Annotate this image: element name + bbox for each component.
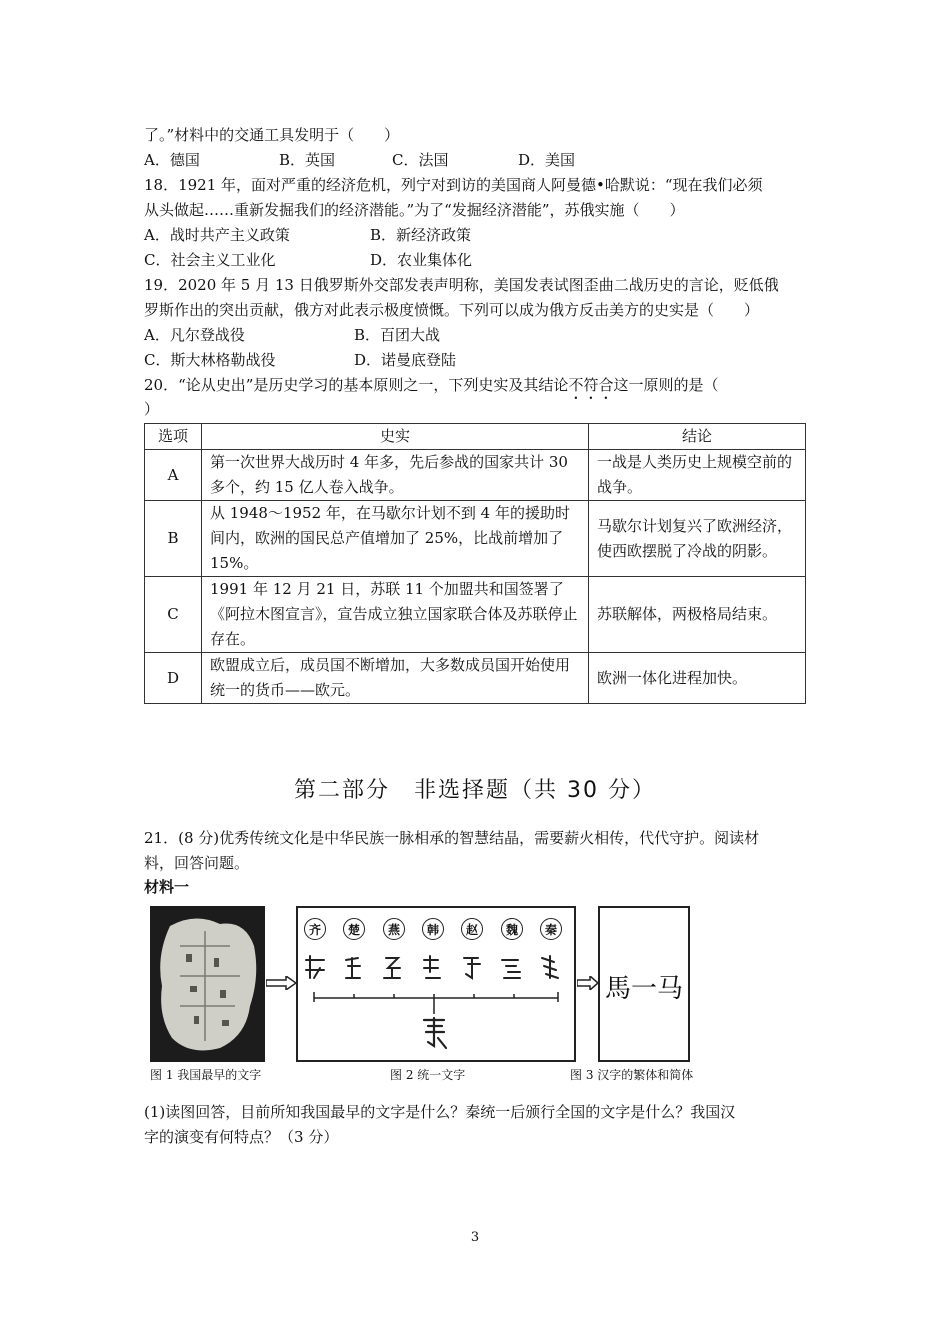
q18-option-c: C．社会主义工业化	[144, 251, 276, 269]
row-option: A	[145, 450, 202, 501]
state-qi: 齐	[304, 918, 326, 940]
row-option: B	[145, 501, 202, 577]
q18-option-a: A．战时共产主义政策	[144, 226, 290, 244]
section-title: 第二部分 非选择题（共 30 分）	[294, 778, 656, 803]
row-fact: 第一次世界大战历时 4 年多，先后参战的国家共计 30 多个，约 15 亿人卷入战争。	[202, 450, 589, 501]
state-han: 韩	[422, 918, 444, 940]
row-conclusion: 马歇尔计划复兴了欧洲经济，使西欧摆脱了冷战的阴影。	[589, 501, 806, 577]
q19-option-a: A．凡尔登战役	[144, 326, 245, 344]
q19-option-b: B．百团大战	[354, 326, 441, 344]
table-row	[145, 577, 806, 653]
q17-option-b: B．英国	[279, 151, 336, 169]
row-fact: 从 1948～1952 年，在马歇尔计划不到 4 年的援助时间内，欧洲的国民总产值增加了 25%，比战前增加了 15%。	[202, 501, 589, 577]
q19-option-c: C．斯大林格勒战役	[144, 351, 276, 369]
table-header-row	[145, 424, 806, 450]
state-yan: 燕	[383, 918, 405, 940]
q17-option-a: A．德国	[144, 151, 200, 169]
state-chu: 楚	[343, 918, 365, 940]
page-number: 3	[470, 1230, 480, 1245]
row-option: C	[145, 577, 202, 653]
q18-line2: 从头做起……重新发掘我们的经济潜能。”为了“发掘经济潜能”，苏俄实施（ ）	[144, 201, 685, 219]
row-fact: 欧盟成立后，成员国不断增加，大多数成员国开始使用统一的货币——欧元。	[202, 653, 589, 704]
q20-line1-pre: 20．“论从史出”是历史学习的基本原则之一，下列史实及其结论	[144, 376, 569, 394]
state-wei: 魏	[501, 918, 523, 940]
q20-table	[144, 423, 806, 704]
q21-line1: 21．(8 分)优秀传统文化是中华民族一脉相承的智慧结晶，需要薪火相传，代代守护。阅读材	[144, 829, 760, 847]
figure1-caption: 图 1 我国最早的文字	[150, 1068, 262, 1082]
header-conclusion: 结论	[589, 424, 806, 450]
q19-line1: 19．2020 年 5 月 13 日俄罗斯外交部发表声明称，美国发表试图歪曲二战历史的言论，贬低俄	[144, 276, 779, 294]
row-conclusion: 一战是人类历史上规模空前的战争。	[589, 450, 806, 501]
q20-line2: ）	[144, 400, 160, 418]
table-row	[145, 501, 806, 577]
q20-emphasis: 不符合	[568, 376, 614, 394]
arrow-right-icon	[266, 976, 296, 990]
q17-tail: 了。”材料中的交通工具发明于（ ）	[144, 126, 400, 144]
q21-sub1-line2: 字的演变有何特点？（3 分）	[144, 1128, 339, 1146]
unified-script-figure	[296, 906, 576, 1062]
q20-line1-post: 这一原则的是（	[613, 376, 719, 394]
row-fact: 1991 年 12 月 21 日，苏联 11 个加盟共和国签署了《阿拉木图宣言》，宣告成立独立国家联合体及苏联停止存在。	[202, 577, 589, 653]
q21-sub1-line1: (1)读图回答，目前所知我国最早的文字是什么？秦统一后颁行全国的文字是什么？我国汉	[144, 1103, 736, 1121]
arrow-right-icon	[577, 976, 598, 990]
row-conclusion: 苏联解体，两极格局结束。	[589, 577, 806, 653]
q17-option-c: C．法国	[392, 151, 449, 169]
figure3-caption: 图 3 汉字的繁体和简体	[570, 1068, 694, 1082]
figure2-caption: 图 2 统一文字	[390, 1068, 466, 1082]
q19-option-d: D．诺曼底登陆	[354, 351, 457, 369]
traditional-simplified-figure	[598, 906, 690, 1062]
material-label: 材料一	[144, 878, 190, 896]
table-row	[145, 450, 806, 501]
q21-line2: 料，回答问题。	[144, 854, 250, 872]
row-option: D	[145, 653, 202, 704]
q18-option-d: D．农业集体化	[370, 251, 473, 269]
q18-line1: 18．1921 年，面对严重的经济危机，列宁对到访的美国商人阿曼德•哈默说：“现在我们必须	[144, 176, 763, 194]
state-qin: 秦	[540, 918, 562, 940]
header-option: 选项	[145, 424, 202, 450]
oracle-bone-image	[150, 906, 265, 1062]
header-fact: 史实	[202, 424, 589, 450]
horse-characters: 馬一马	[604, 974, 683, 1004]
state-zhao: 赵	[461, 918, 483, 940]
q17-option-d: D．美国	[518, 151, 576, 169]
ancient-horse-glyphs	[298, 948, 574, 1058]
table-row	[145, 653, 806, 704]
q19-line2: 罗斯作出的突出贡献，俄方对此表示极度愤慨。下列可以成为俄方反击美方的史实是（ ）	[144, 301, 760, 319]
row-conclusion: 欧洲一体化进程加快。	[589, 653, 806, 704]
q18-option-b: B．新经济政策	[370, 226, 472, 244]
